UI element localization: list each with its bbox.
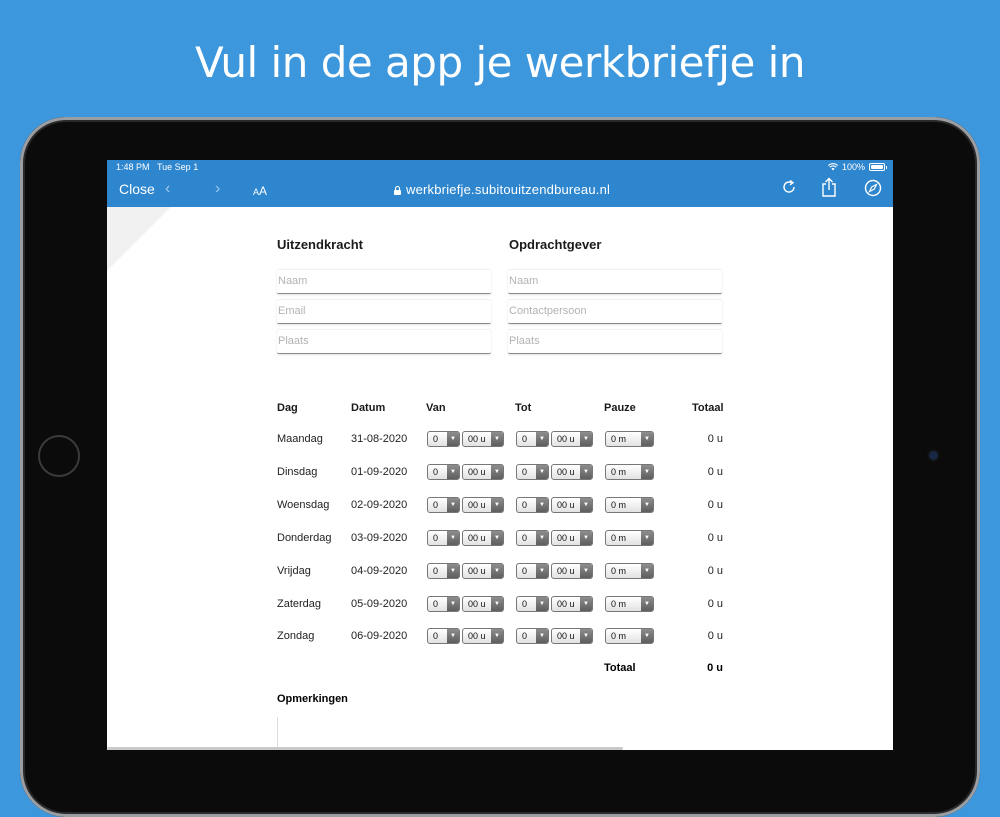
chevron-down-icon: ▼ [580, 498, 592, 512]
forward-icon[interactable]: › [215, 180, 221, 197]
status-date: Tue Sep 1 [157, 162, 199, 172]
day-cell: Woensdag [277, 499, 330, 511]
chevron-down-icon: ▼ [580, 597, 592, 611]
van-minute-select[interactable] [462, 596, 504, 612]
chevron-down-icon: ▼ [491, 531, 503, 545]
van-hour-select[interactable] [427, 464, 460, 480]
compass-icon[interactable] [864, 179, 882, 197]
chevron-down-icon: ▼ [491, 432, 503, 446]
text-size-small: A [253, 187, 260, 197]
uitzendkracht-plaats-input[interactable] [277, 329, 491, 354]
pauze-select[interactable] [605, 464, 654, 480]
van-minute-select-value: 00 u [468, 631, 486, 641]
tot-minute-select-value: 00 u [557, 434, 575, 444]
camera-icon [929, 451, 938, 460]
text-size-button[interactable] [253, 184, 267, 198]
pauze-select-value: 0 m [611, 599, 627, 609]
chevron-down-icon: ▼ [536, 432, 548, 446]
chevron-down-icon: ▼ [536, 531, 548, 545]
date-cell: 31-08-2020 [351, 433, 408, 445]
van-hour-select-value: 0 [433, 566, 439, 576]
row-total: 0 u [707, 499, 723, 511]
chevron-down-icon: ▼ [580, 465, 592, 479]
pauze-select[interactable] [605, 596, 654, 612]
day-cell: Zondag [277, 630, 315, 642]
tot-minute-select[interactable] [551, 530, 593, 546]
lock-icon [394, 186, 401, 195]
chevron-down-icon: ▼ [536, 564, 548, 578]
van-hour-select[interactable] [427, 628, 460, 644]
day-cell: Vrijdag [277, 565, 311, 577]
share-icon[interactable] [820, 177, 838, 197]
wifi-icon [828, 163, 838, 171]
pauze-select-value: 0 m [611, 631, 627, 641]
date-cell: 01-09-2020 [351, 466, 408, 478]
pauze-select[interactable] [605, 497, 654, 513]
tablet-screen [107, 160, 893, 750]
pauze-select[interactable] [605, 628, 654, 644]
remarks-textarea[interactable] [277, 717, 722, 750]
van-minute-select-value: 00 u [468, 533, 486, 543]
row-total: 0 u [707, 598, 723, 610]
tot-minute-select-value: 00 u [557, 533, 575, 543]
chevron-down-icon: ▼ [447, 629, 459, 643]
tot-hour-select-value: 0 [522, 467, 528, 477]
opdrachtgever-contactpersoon-input[interactable] [508, 299, 722, 324]
chevron-down-icon: ▼ [580, 564, 592, 578]
tot-hour-select-value: 0 [522, 631, 528, 641]
day-cell: Dinsdag [277, 466, 318, 478]
header-totaal: Totaal [692, 402, 724, 414]
tot-hour-select[interactable] [516, 628, 549, 644]
tot-minute-select-value: 00 u [557, 500, 575, 510]
date-cell: 03-09-2020 [351, 532, 408, 544]
van-minute-select-value: 00 u [468, 599, 486, 609]
url-text: werkbriefje.subitouitzendbureau.nl [406, 182, 611, 197]
chevron-down-icon: ▼ [491, 465, 503, 479]
van-minute-select-value: 00 u [468, 566, 486, 576]
nav-bar [107, 178, 893, 204]
tot-minute-select[interactable] [551, 497, 593, 513]
van-hour-select-value: 0 [433, 631, 439, 641]
van-minute-select[interactable] [462, 497, 504, 513]
tot-minute-select-value: 00 u [557, 599, 575, 609]
headline: Vul in de app je werkbriefje in [195, 38, 805, 87]
tot-minute-select[interactable] [551, 431, 593, 447]
day-cell: Maandag [277, 433, 323, 445]
tot-minute-select[interactable] [551, 628, 593, 644]
row-total: 0 u [707, 433, 723, 445]
chevron-down-icon: ▼ [641, 498, 653, 512]
van-minute-select[interactable] [462, 563, 504, 579]
chevron-down-icon: ▼ [580, 629, 592, 643]
van-minute-select[interactable] [462, 464, 504, 480]
tot-minute-select-value: 00 u [557, 467, 575, 477]
van-hour-select-value: 0 [433, 599, 439, 609]
pauze-select[interactable] [605, 563, 654, 579]
pauze-select-value: 0 m [611, 533, 627, 543]
uitzendkracht-email-input[interactable] [277, 299, 491, 324]
home-button[interactable] [38, 435, 80, 477]
uitzendkracht-naam-input[interactable] [277, 269, 491, 294]
chevron-down-icon: ▼ [641, 531, 653, 545]
tot-minute-select-value: 00 u [557, 631, 575, 641]
chevron-down-icon: ▼ [641, 564, 653, 578]
header-dag: Dag [277, 402, 298, 414]
status-time: 1:48 PM [116, 162, 150, 172]
header-pauze: Pauze [604, 402, 636, 414]
remarks-label: Opmerkingen [277, 693, 348, 705]
pauze-select-value: 0 m [611, 434, 627, 444]
pauze-select[interactable] [605, 431, 654, 447]
pauze-select-value: 0 m [611, 566, 627, 576]
chevron-down-icon: ▼ [641, 629, 653, 643]
van-minute-select-value: 00 u [468, 467, 486, 477]
chevron-down-icon: ▼ [491, 498, 503, 512]
browser-toolbar [107, 160, 893, 207]
chevron-down-icon: ▼ [491, 629, 503, 643]
tot-hour-select[interactable] [516, 464, 549, 480]
tot-minute-select[interactable] [551, 563, 593, 579]
form-page [107, 207, 893, 750]
chevron-down-icon: ▼ [580, 531, 592, 545]
day-cell: Zaterdag [277, 598, 322, 610]
van-minute-select[interactable] [462, 628, 504, 644]
text-size-large: A [259, 184, 268, 198]
tot-minute-select-value: 00 u [557, 566, 575, 576]
row-total: 0 u [707, 532, 723, 544]
chevron-down-icon: ▼ [447, 564, 459, 578]
van-hour-select[interactable] [427, 530, 460, 546]
tot-hour-select[interactable] [516, 596, 549, 612]
van-minute-select-value: 00 u [468, 434, 486, 444]
chevron-down-icon: ▼ [536, 465, 548, 479]
date-cell: 02-09-2020 [351, 499, 408, 511]
date-cell: 06-09-2020 [351, 630, 408, 642]
chevron-down-icon: ▼ [447, 531, 459, 545]
day-cell: Donderdag [277, 532, 332, 544]
van-minute-select[interactable] [462, 530, 504, 546]
header-datum: Datum [351, 402, 386, 414]
opdrachtgever-naam-input[interactable] [508, 269, 722, 294]
van-hour-select[interactable] [427, 431, 460, 447]
total-label: Totaal [604, 662, 636, 674]
van-hour-select[interactable] [427, 497, 460, 513]
tot-hour-select-value: 0 [522, 566, 528, 576]
row-total: 0 u [707, 630, 723, 642]
header-tot: Tot [515, 402, 532, 414]
tot-hour-select[interactable] [516, 431, 549, 447]
tot-hour-select-value: 0 [522, 533, 528, 543]
van-hour-select[interactable] [427, 596, 460, 612]
row-total: 0 u [707, 565, 723, 577]
van-minute-select[interactable] [462, 431, 504, 447]
chevron-down-icon: ▼ [447, 597, 459, 611]
chevron-down-icon: ▼ [491, 597, 503, 611]
chevron-down-icon: ▼ [447, 498, 459, 512]
chevron-down-icon: ▼ [447, 465, 459, 479]
date-cell: 04-09-2020 [351, 565, 408, 577]
reload-icon[interactable] [781, 179, 797, 195]
close-button[interactable]: Close [119, 181, 155, 197]
chevron-down-icon: ▼ [641, 432, 653, 446]
battery-icon [869, 163, 885, 171]
date-cell: 05-09-2020 [351, 598, 408, 610]
opdrachtgever-plaats-input[interactable] [508, 329, 722, 354]
status-bar [107, 162, 893, 176]
chevron-down-icon: ▼ [580, 432, 592, 446]
address-bar[interactable] [394, 182, 610, 197]
opdrachtgever-title: Opdrachtgever [509, 237, 602, 252]
van-hour-select-value: 0 [433, 467, 439, 477]
chevron-down-icon: ▼ [536, 498, 548, 512]
chevron-down-icon: ▼ [641, 597, 653, 611]
back-icon[interactable]: ‹ [165, 180, 171, 197]
row-total: 0 u [707, 466, 723, 478]
total-value: 0 u [707, 662, 723, 674]
uitzendkracht-title: Uitzendkracht [277, 237, 363, 252]
pauze-select-value: 0 m [611, 500, 627, 510]
pauze-select[interactable] [605, 530, 654, 546]
tot-hour-select-value: 0 [522, 500, 528, 510]
header-van: Van [426, 402, 446, 414]
chevron-down-icon: ▼ [641, 465, 653, 479]
tot-hour-select[interactable] [516, 563, 549, 579]
tot-hour-select[interactable] [516, 530, 549, 546]
chevron-down-icon: ▼ [491, 564, 503, 578]
tot-hour-select-value: 0 [522, 599, 528, 609]
van-hour-select-value: 0 [433, 533, 439, 543]
van-hour-select-value: 0 [433, 500, 439, 510]
battery-percent: 100% [841, 162, 865, 172]
van-hour-select-value: 0 [433, 434, 439, 444]
chevron-down-icon: ▼ [536, 629, 548, 643]
tot-hour-select[interactable] [516, 497, 549, 513]
tot-minute-select[interactable] [551, 464, 593, 480]
tot-hour-select-value: 0 [522, 434, 528, 444]
pauze-select-value: 0 m [611, 467, 627, 477]
chevron-down-icon: ▼ [536, 597, 548, 611]
tot-minute-select[interactable] [551, 596, 593, 612]
van-minute-select-value: 00 u [468, 500, 486, 510]
chevron-down-icon: ▼ [447, 432, 459, 446]
van-hour-select[interactable] [427, 563, 460, 579]
